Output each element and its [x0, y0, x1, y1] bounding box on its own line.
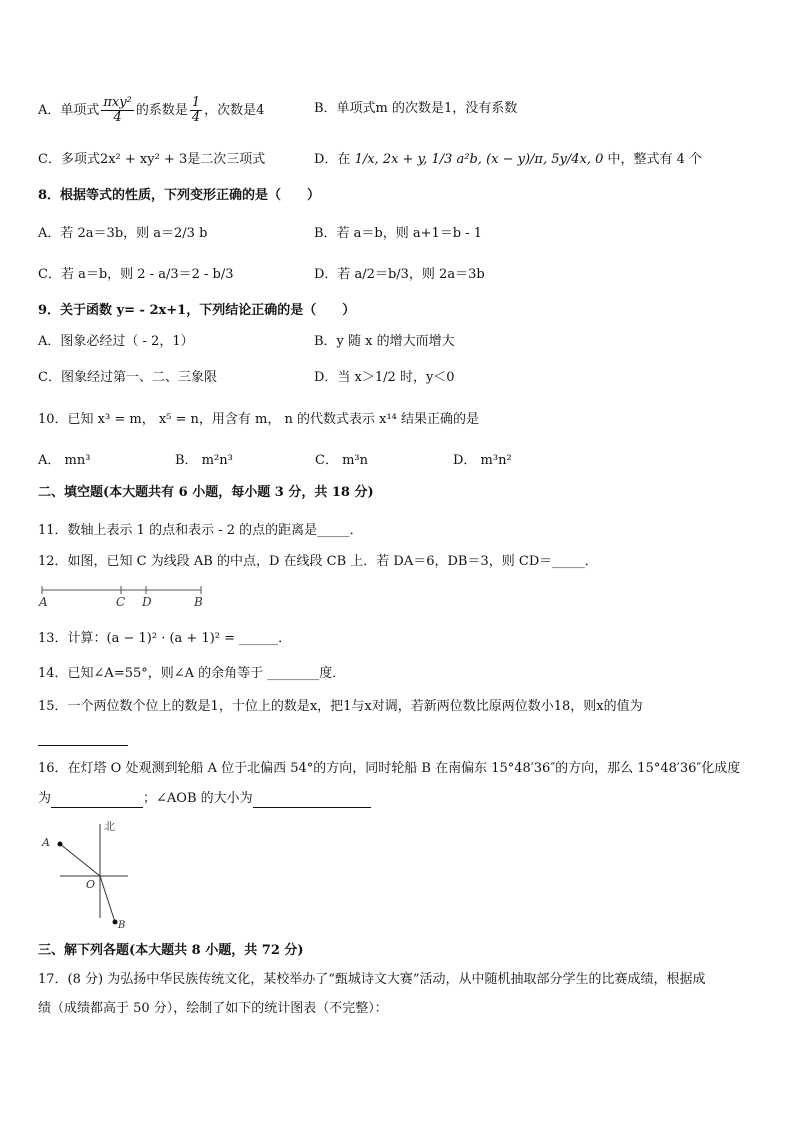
q9-option-a: A．图象必经过（ - 2，1） [38, 334, 194, 349]
section-fill-in-heading: 二、填空题(本大题共有 6 小题，每小题 3 分，共 18 分) [38, 485, 374, 500]
q10-option-a: A． mn³ [38, 453, 91, 468]
section-solve-heading: 三、解下列各题(本大题共 8 小题，共 72 分) [38, 943, 304, 958]
q16-line2: 为 ；∠AOB 的大小为 [38, 790, 371, 808]
label-c: C [116, 595, 126, 609]
q16-line1: 16．在灯塔 O 处观测到轮船 A 位于北偏西 54°的方向，同时轮船 B 在南偏东 15°48′36″的方向，那么 15°48′36″化成度 [38, 761, 741, 776]
label-north: 北 [104, 820, 115, 833]
q9-option-c: C．图象经过第一、二、三象限 [38, 370, 217, 385]
q8-stem: 8．根据等式的性质，下列变形正确的是（ ） [38, 188, 321, 203]
label-a: A [39, 595, 48, 609]
label-o: O [86, 878, 96, 891]
label-d: D [142, 595, 152, 609]
q10-option-c: C． m³n [315, 453, 368, 468]
q13: 13．计算：(a − 1)² · (a + 1)² = ______． [38, 631, 292, 646]
q11: 11．数轴上表示 1 的点和表示 - 2 的点的距离是_____． [38, 523, 363, 538]
label-b: B [118, 920, 126, 931]
q10-option-b: B． m²n³ [175, 453, 233, 468]
q8-option-b: B．若 a＝b，则 a+1＝b - 1 [314, 226, 483, 241]
q8-option-d: D．若 a/2＝b/3，则 2a＝3b [314, 267, 485, 282]
q10-option-d: D． m³n² [453, 453, 512, 468]
q12-segment-figure [36, 584, 216, 610]
q7-option-a: A．单项式 $\frac{\text{πxy²}}{4}$ 的系数是 $\frac{1}{4}$ ，次数是4 [38, 95, 265, 125]
q9-option-b: B．y 随 x 的增大而增大 [314, 334, 455, 349]
label-b: B [194, 595, 203, 609]
q7-option-d: D．在 1/x, 2x + y, 1/3 a²b, (x − y)/π, 5y/4x, 0 中，整式有 4 个 [314, 152, 703, 167]
q14: 14．已知∠A=55°，则∠A 的余角等于 ________度． [38, 666, 346, 681]
q15: 15．一个两位数个位上的数是1，十位上的数是x，把1与x对调，若新两位数比原两位数小18，则x的值为 [38, 699, 643, 714]
q7-option-b: B．单项式m 的次数是1，没有系数 [314, 101, 518, 116]
q17-line2: 绩（成绩都高于 50 分），绘制了如下的统计图表（不完整）： [38, 1001, 388, 1016]
q7-option-c: C．多项式2x² + xy² + 3是二次三项式 [38, 152, 266, 167]
q9-stem: 9．关于函数 y= - 2x+1，下列结论正确的是（ ） [38, 303, 356, 318]
q9-option-d: D．当 x＞1/2 时，y＜0 [314, 370, 455, 385]
q16-direction-figure [36, 818, 146, 932]
q17-line1: 17．(8 分) 为弘扬中华民族传统文化，某校举办了“甄城诗文大赛”活动，从中随机抽取部分学生的比赛成绩，根据成 [38, 972, 706, 987]
q12: 12．如图，已知 C 为线段 AB 的中点，D 在线段 CB 上．若 DA＝6，DB＝3，则 CD＝_____． [38, 554, 598, 569]
q8-option-c: C．若 a＝b，则 2 - a/3＝2 - b/3 [38, 267, 234, 282]
label-a: A [42, 836, 50, 849]
q10-stem: 10．已知 x³ = m， x⁵ = n，用含有 m， n 的代数式表示 x¹⁴ 结果正确的是 [38, 412, 480, 427]
q8-option-a: A．若 2a＝3b，则 a＝2/3 b [38, 226, 208, 241]
q15-answer-blank [38, 728, 128, 746]
